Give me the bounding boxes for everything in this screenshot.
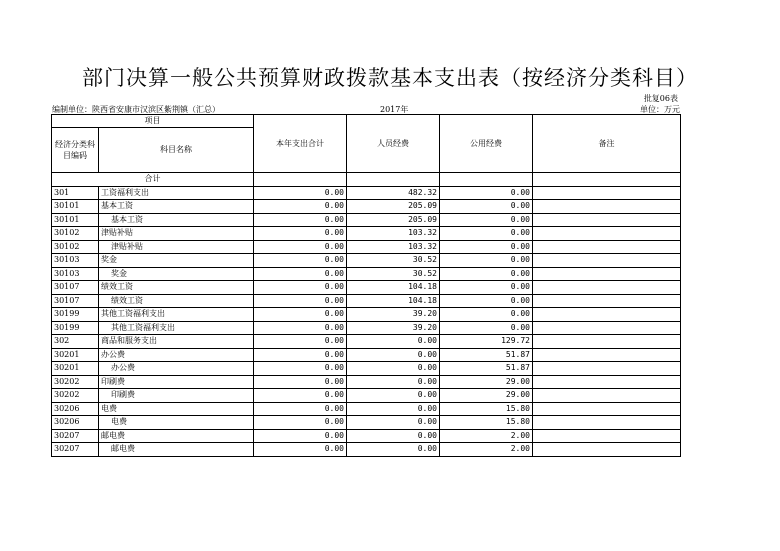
org-label: 编制单位：陕西省安康市汉滨区紫荆镇（汇总） bbox=[52, 105, 220, 114]
remark-cell bbox=[533, 227, 681, 241]
code-cell: 30202 bbox=[52, 389, 99, 403]
page-title: 部门决算一般公共预算财政拨款基本支出表（按经济分类科目） bbox=[82, 66, 698, 90]
table-row bbox=[52, 429, 681, 443]
table-row bbox=[52, 294, 681, 308]
personnel-cell: 0.00 bbox=[347, 402, 440, 416]
name-cell: 奖金 bbox=[99, 267, 254, 281]
personnel-cell: 0.00 bbox=[347, 429, 440, 443]
remark-cell bbox=[533, 335, 681, 349]
total-cell: 0.00 bbox=[254, 281, 347, 295]
code-cell: 30201 bbox=[52, 362, 99, 376]
personnel-cell: 0.00 bbox=[347, 335, 440, 349]
public-cell: 0.00 bbox=[440, 200, 533, 214]
total-cell: 0.00 bbox=[254, 200, 347, 214]
total-cell bbox=[254, 173, 347, 187]
personnel-cell: 30.52 bbox=[347, 267, 440, 281]
remark-cell bbox=[533, 254, 681, 268]
table-row bbox=[52, 362, 681, 376]
code-cell: 30102 bbox=[52, 240, 99, 254]
table-row bbox=[52, 200, 681, 214]
personnel-cell: 104.18 bbox=[347, 281, 440, 295]
table-row bbox=[52, 389, 681, 403]
name-cell: 其他工资福利支出 bbox=[99, 308, 254, 322]
total-cell: 0.00 bbox=[254, 240, 347, 254]
total-cell: 0.00 bbox=[254, 362, 347, 376]
name-cell: 津贴补贴 bbox=[99, 227, 254, 241]
total-cell: 0.00 bbox=[254, 443, 347, 457]
personnel-cell: 482.32 bbox=[347, 186, 440, 200]
public-cell: 0.00 bbox=[440, 267, 533, 281]
total-label: 合计 bbox=[52, 173, 254, 187]
total-cell: 0.00 bbox=[254, 348, 347, 362]
public-cell: 15.80 bbox=[440, 416, 533, 430]
remark-cell bbox=[533, 429, 681, 443]
remark-cell bbox=[533, 294, 681, 308]
table-row bbox=[52, 227, 681, 241]
public-cell: 0.00 bbox=[440, 186, 533, 200]
code-cell: 30107 bbox=[52, 294, 99, 308]
public-cell: 51.87 bbox=[440, 348, 533, 362]
public-cell: 29.00 bbox=[440, 375, 533, 389]
name-cell: 津贴补贴 bbox=[99, 240, 254, 254]
code-cell: 30207 bbox=[52, 429, 99, 443]
total-cell: 0.00 bbox=[254, 321, 347, 335]
total-row bbox=[52, 173, 681, 187]
name-cell: 邮电费 bbox=[99, 429, 254, 443]
personnel-cell: 0.00 bbox=[347, 362, 440, 376]
name-cell: 其他工资福利支出 bbox=[99, 321, 254, 335]
name-cell: 办公费 bbox=[99, 362, 254, 376]
personnel-cell: 39.20 bbox=[347, 308, 440, 322]
code-cell: 30201 bbox=[52, 348, 99, 362]
table-row bbox=[52, 308, 681, 322]
name-cell: 邮电费 bbox=[99, 443, 254, 457]
header-code: 经济分类科目编码 bbox=[52, 128, 99, 173]
personnel-cell: 104.18 bbox=[347, 294, 440, 308]
name-cell: 印刷费 bbox=[99, 375, 254, 389]
total-cell: 0.00 bbox=[254, 402, 347, 416]
table-row bbox=[52, 321, 681, 335]
table-row bbox=[52, 254, 681, 268]
remark-cell bbox=[533, 375, 681, 389]
personnel-cell: 205.09 bbox=[347, 213, 440, 227]
table-row bbox=[52, 267, 681, 281]
total-cell: 0.00 bbox=[254, 294, 347, 308]
code-cell: 30207 bbox=[52, 443, 99, 457]
name-cell: 办公费 bbox=[99, 348, 254, 362]
table-row bbox=[52, 375, 681, 389]
header-total: 本年支出合计 bbox=[254, 115, 347, 173]
personnel-cell: 205.09 bbox=[347, 200, 440, 214]
remark-cell bbox=[533, 281, 681, 295]
code-cell: 30199 bbox=[52, 308, 99, 322]
public-cell: 129.72 bbox=[440, 335, 533, 349]
personnel-cell: 30.52 bbox=[347, 254, 440, 268]
header-public: 公用经费 bbox=[440, 115, 533, 173]
code-cell: 30101 bbox=[52, 200, 99, 214]
personnel-cell: 0.00 bbox=[347, 416, 440, 430]
code-cell: 30107 bbox=[52, 281, 99, 295]
name-cell: 绩效工资 bbox=[99, 294, 254, 308]
total-cell: 0.00 bbox=[254, 186, 347, 200]
remark-cell bbox=[533, 308, 681, 322]
code-cell: 301 bbox=[52, 186, 99, 200]
expenditure-table bbox=[51, 114, 681, 457]
public-cell: 2.00 bbox=[440, 443, 533, 457]
total-cell: 0.00 bbox=[254, 254, 347, 268]
code-cell: 30202 bbox=[52, 375, 99, 389]
public-cell: 51.87 bbox=[440, 362, 533, 376]
total-public-cell bbox=[440, 173, 533, 187]
code-cell: 30102 bbox=[52, 227, 99, 241]
public-cell: 0.00 bbox=[440, 308, 533, 322]
table-row bbox=[52, 240, 681, 254]
table-row bbox=[52, 443, 681, 457]
name-cell: 基本工资 bbox=[99, 213, 254, 227]
public-cell: 0.00 bbox=[440, 254, 533, 268]
total-cell: 0.00 bbox=[254, 416, 347, 430]
remark-cell bbox=[533, 362, 681, 376]
code-cell: 30199 bbox=[52, 321, 99, 335]
personnel-cell: 0.00 bbox=[347, 348, 440, 362]
remark-cell bbox=[533, 186, 681, 200]
table-row bbox=[52, 335, 681, 349]
remark-cell bbox=[533, 240, 681, 254]
batch-label: 批复06表 bbox=[643, 94, 678, 103]
total-cell: 0.00 bbox=[254, 375, 347, 389]
code-cell: 30101 bbox=[52, 213, 99, 227]
table-row bbox=[52, 281, 681, 295]
table-row bbox=[52, 186, 681, 200]
unit-label: 单位：万元 bbox=[640, 105, 680, 114]
name-cell: 绩效工资 bbox=[99, 281, 254, 295]
remark-cell bbox=[533, 389, 681, 403]
table-row bbox=[52, 416, 681, 430]
name-cell: 基本工资 bbox=[99, 200, 254, 214]
code-cell: 30103 bbox=[52, 267, 99, 281]
code-cell: 30103 bbox=[52, 254, 99, 268]
personnel-cell: 103.32 bbox=[347, 240, 440, 254]
public-cell: 0.00 bbox=[440, 321, 533, 335]
total-cell: 0.00 bbox=[254, 335, 347, 349]
personnel-cell: 0.00 bbox=[347, 443, 440, 457]
remark-cell bbox=[533, 443, 681, 457]
total-cell: 0.00 bbox=[254, 308, 347, 322]
remark-cell bbox=[533, 213, 681, 227]
remark-cell bbox=[533, 267, 681, 281]
public-cell: 2.00 bbox=[440, 429, 533, 443]
total-cell: 0.00 bbox=[254, 213, 347, 227]
header-item: 项目 bbox=[52, 115, 254, 128]
name-cell: 奖金 bbox=[99, 254, 254, 268]
year-label: 2017年 bbox=[380, 105, 409, 114]
remark-cell bbox=[533, 416, 681, 430]
public-cell: 15.80 bbox=[440, 402, 533, 416]
public-cell: 0.00 bbox=[440, 213, 533, 227]
public-cell: 0.00 bbox=[440, 281, 533, 295]
code-cell: 30206 bbox=[52, 402, 99, 416]
remark-cell bbox=[533, 200, 681, 214]
header-personnel: 人员经费 bbox=[347, 115, 440, 173]
table-row bbox=[52, 213, 681, 227]
table-row bbox=[52, 402, 681, 416]
remark-cell bbox=[533, 321, 681, 335]
remark-cell bbox=[533, 402, 681, 416]
table-row bbox=[52, 348, 681, 362]
total-cell: 0.00 bbox=[254, 267, 347, 281]
total-remark-cell bbox=[533, 173, 681, 187]
public-cell: 0.00 bbox=[440, 294, 533, 308]
personnel-cell: 0.00 bbox=[347, 375, 440, 389]
public-cell: 29.00 bbox=[440, 389, 533, 403]
public-cell: 0.00 bbox=[440, 227, 533, 241]
personnel-cell: 0.00 bbox=[347, 389, 440, 403]
code-cell: 30206 bbox=[52, 416, 99, 430]
public-cell: 0.00 bbox=[440, 240, 533, 254]
report-meta bbox=[52, 104, 680, 114]
name-cell: 印刷费 bbox=[99, 389, 254, 403]
name-cell: 电费 bbox=[99, 416, 254, 430]
header-row-1 bbox=[52, 115, 681, 128]
total-personnel-cell bbox=[347, 173, 440, 187]
name-cell: 电费 bbox=[99, 402, 254, 416]
header-name: 科目名称 bbox=[99, 128, 254, 173]
total-cell: 0.00 bbox=[254, 227, 347, 241]
header-remark: 备注 bbox=[533, 115, 681, 173]
name-cell: 商品和服务支出 bbox=[99, 335, 254, 349]
personnel-cell: 103.32 bbox=[347, 227, 440, 241]
total-cell: 0.00 bbox=[254, 429, 347, 443]
personnel-cell: 39.20 bbox=[347, 321, 440, 335]
total-cell: 0.00 bbox=[254, 389, 347, 403]
remark-cell bbox=[533, 348, 681, 362]
code-cell: 302 bbox=[52, 335, 99, 349]
name-cell: 工资福利支出 bbox=[99, 186, 254, 200]
